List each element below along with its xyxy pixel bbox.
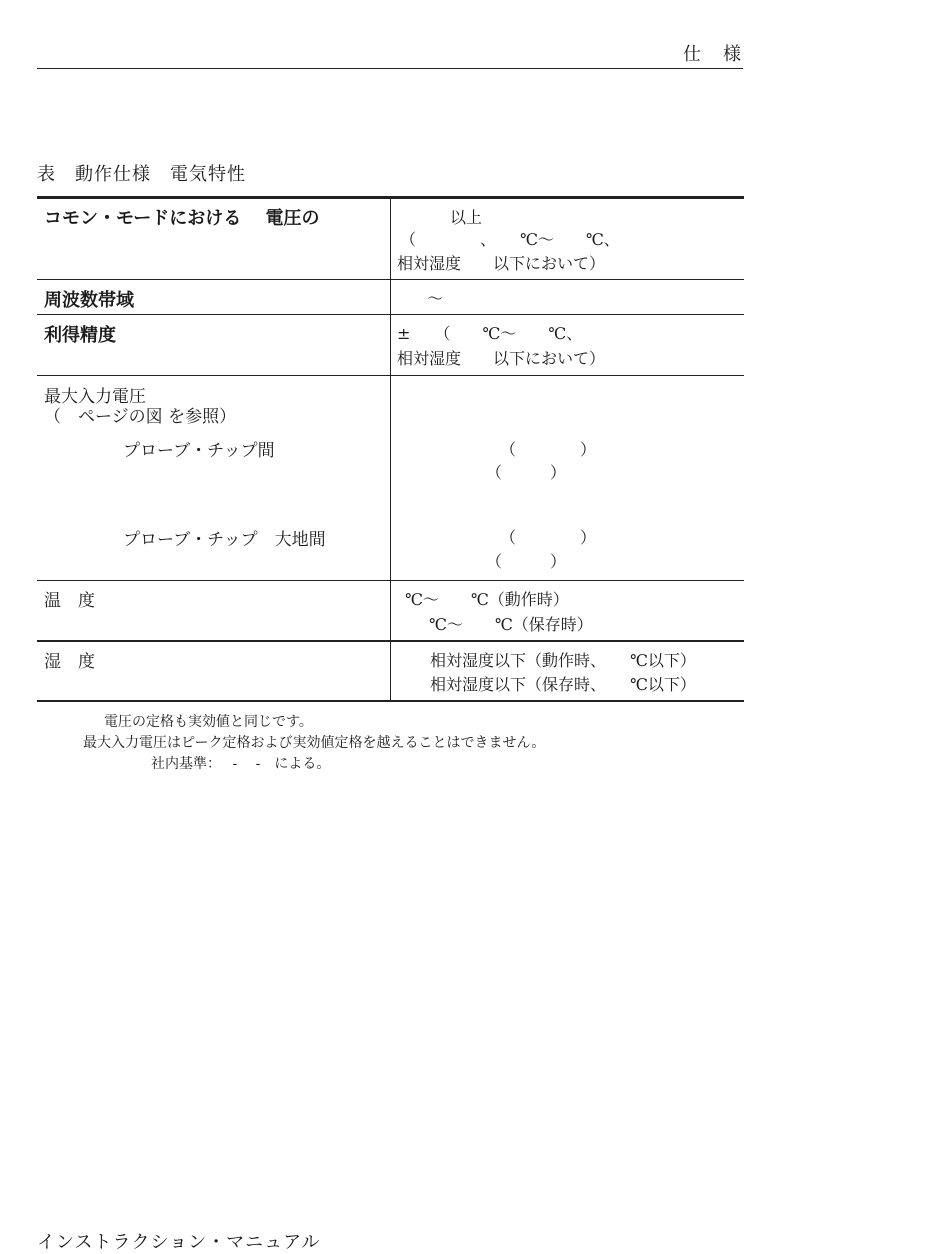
row-value-line: 相対湿度 以下において） [397,254,606,273]
sub-value-line: （ ） [500,440,597,459]
column-divider [390,198,391,701]
row-value-line: ℃～ ℃（保存時） [429,615,593,634]
sub-value-line: （ ） [486,552,567,571]
page-footer-title: インストラクション・マニュアル [37,1232,321,1253]
row-value-line: ℃～ ℃（動作時） [405,590,569,609]
row-value-line: 以上 [450,208,483,227]
table-caption: 表 動作仕様 電気特性 [37,164,246,185]
header-divider [37,68,743,69]
sub-label-probe-tip: プローブ・チップ間 [123,441,275,461]
row-label-frequency-band: 周波数帯域 [44,290,134,311]
row-label-humidity: 湿 度 [44,652,95,672]
row-value-line: （ 、 ℃～ ℃、 [400,230,620,249]
row-value-line: 相対湿度以下（動作時、 ℃以下） [430,651,696,670]
page-header-title: 仕 様 [683,44,743,65]
footnote: 電圧の定格も実効値と同じです。 [104,714,313,730]
sub-value-line: （ ） [500,528,597,547]
footnote: 社内基準： - - による。 [151,756,331,772]
sub-label-probe-tip-ground: プローブ・チップ 大地間 [123,530,326,550]
sub-value-line: （ ） [486,463,567,482]
row-label-page-reference: （ ページの図 を参照） [44,407,237,427]
row-label-temperature: 温 度 [44,591,95,611]
row-value-line: 相対湿度 以下において） [397,349,606,368]
row-label-common-mode: コモン・モードにおける 電圧の [44,208,320,229]
footnote: 最大入力電圧はピーク定格および実効値定格を越えることはできません。 [83,735,546,751]
row-value-line: 相対湿度以下（保存時、 ℃以下） [430,675,696,694]
row-value-line: ± （ ℃～ ℃、 [397,324,583,343]
row-label-max-input-voltage: 最大入力電圧 [44,387,146,407]
row-value-line: ～ [427,289,444,308]
row-label-gain-accuracy: 利得精度 [44,325,116,346]
